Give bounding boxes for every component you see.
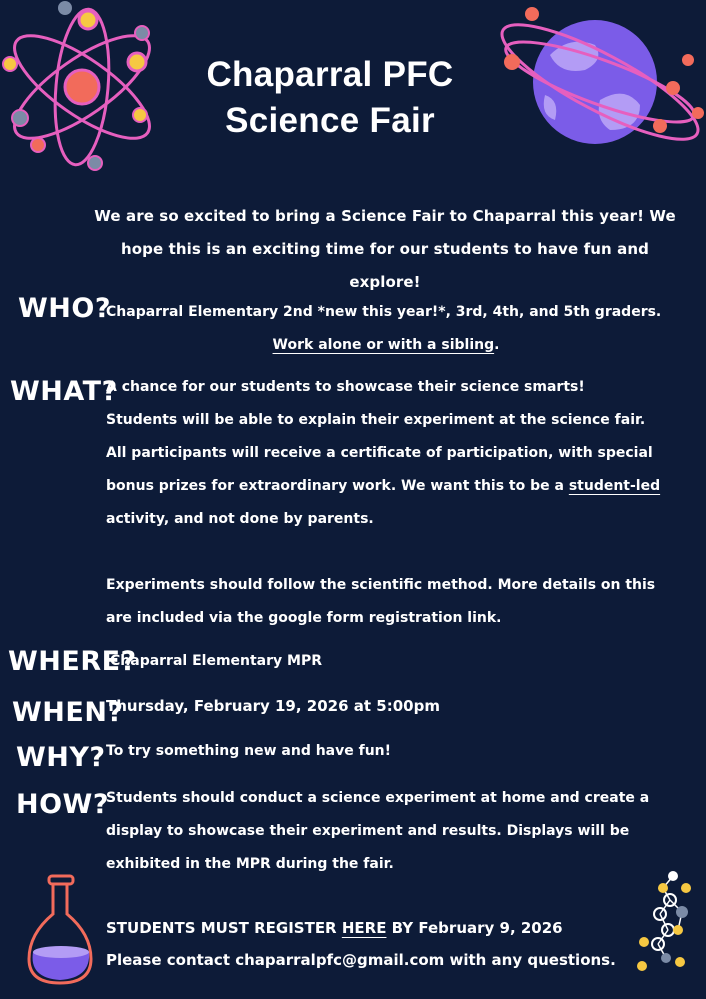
how-line-3: exhibited in the MPR during the fair. (106, 856, 394, 872)
when-text: Thursday, February 19, 2026 at 5:00pm (106, 697, 440, 715)
title-line-2: Science Fair (225, 101, 435, 140)
when-label: WHEN? (12, 697, 124, 728)
what-section (106, 371, 660, 635)
why-label: WHY? (16, 742, 106, 773)
who-section (106, 296, 666, 362)
what-line-4 (106, 470, 660, 503)
who-sibling-link[interactable]: Work alone or with a sibling (272, 337, 495, 353)
register-start: STUDENTS MUST REGISTER (106, 919, 342, 937)
where-label: WHERE? (8, 646, 137, 677)
footer (106, 912, 616, 976)
how-line-2: display to showcase their experiment and results. Displays will be (106, 823, 630, 839)
who-line-1: Chaparral Elementary 2nd *new this year!*, 3rd, 4th, and 5th graders. (106, 304, 662, 320)
register-end: BY February 9, 2026 (386, 919, 563, 937)
how-section (106, 782, 649, 881)
title-line-1: Chaparral PFC (206, 55, 454, 94)
flask-icon (25, 872, 95, 987)
planet-icon (490, 0, 706, 160)
page-title (150, 52, 510, 144)
student-led-link[interactable]: student-led (568, 478, 661, 494)
what-line-6: Experiments should follow the scientific method. More details on this (106, 577, 656, 593)
what-spacer (106, 536, 660, 569)
register-line (106, 912, 616, 944)
molecule-icon (630, 866, 700, 976)
what-line-3: All participants will receive a certificate of participation, with special (106, 445, 653, 461)
what-line-2: Students will be able to explain their experiment at the science fair. (106, 412, 646, 428)
who-label: WHO? (18, 293, 111, 324)
what-line-1: A chance for our students to showcase their science smarts! (106, 379, 585, 395)
register-here-link[interactable]: HERE (341, 919, 387, 937)
intro-line-2: hope this is an exciting time for our students to have fun and explore! (121, 240, 649, 291)
what-line-7: are included via the google form registration link. (106, 610, 502, 626)
where-text: Chaparral Elementary MPR (110, 653, 323, 669)
how-line-1: Students should conduct a science experiment at home and create a (106, 790, 650, 806)
who-line-2 (106, 329, 666, 362)
why-text: To try something new and have fun! (106, 743, 392, 759)
what-line-4-start: bonus prizes for extraordinary work. We want this to be a (106, 478, 569, 494)
who-line-2-end: . (494, 337, 500, 353)
what-line-5: activity, and not done by parents. (106, 511, 374, 527)
atom-icon (0, 0, 170, 175)
contact-line: Please contact chaparralpfc@gmail.com with any questions. (106, 951, 616, 969)
what-label: WHAT? (10, 376, 118, 407)
intro-text (90, 200, 680, 299)
intro-line-1: We are so excited to bring a Science Fair to Chaparral this year! We (94, 207, 676, 225)
how-label: HOW? (16, 789, 109, 820)
